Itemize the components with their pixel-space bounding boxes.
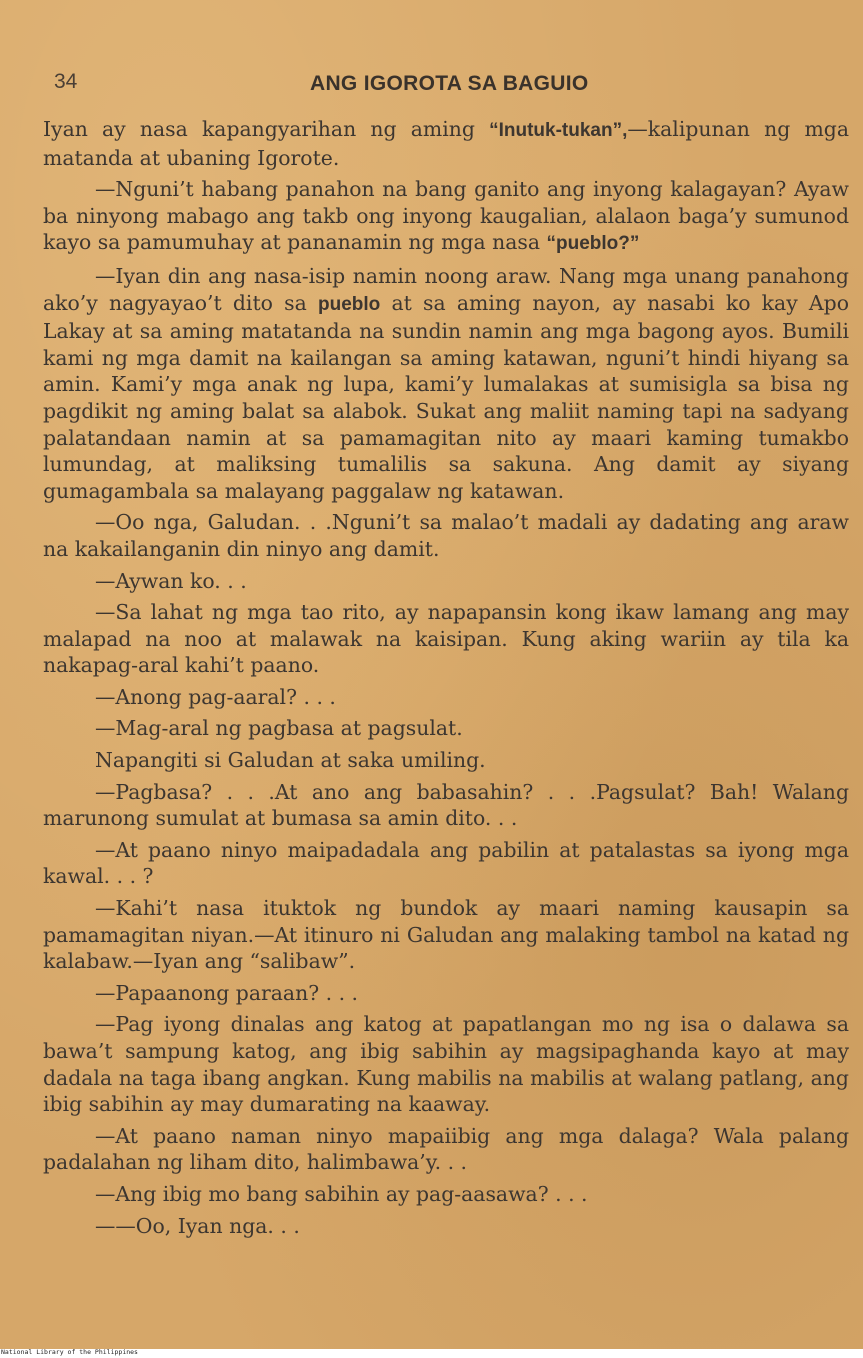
body-text [43,116,849,1244]
text-run: at sa aming nayon, ay nasabi ko kay Apo Lakay at sa aming matatanda na sundin namin ang mga bagong ayos. Bumili kami ng mga damit na kailangan sa aming katawan, nguni’t hindi hiyang sa amin. Kami’y mga anak ng lupa, kami’y lumalakas at sumisigla sa bisa ng pagdikit ng aming balat sa alabok. Sukat ang maliit naming tapi na sadyang palatandaan namin at sa pamamagitan nito ay maari kaming tumakbo lumundag, at maliksing tumalilis sa sakuna. Ang damit ay siyang gumagambala sa malayang paggalaw ng katawan. [43,290,849,503]
paragraph [43,747,849,774]
paragraph [43,837,849,890]
text-run: —At paano naman ninyo mapaiibig ang mga dalaga? Wala palang padalahan ng liham dito, halimbawa’y. . . [43,1123,849,1175]
paragraph [43,1213,849,1240]
text-run: —At paano ninyo maipadadala ang pabilin at patalastas sa iyong mga kawal. . . ? [43,837,849,889]
text-run: —Anong pag-aaral? . . . [95,684,336,709]
paragraph [43,1123,849,1176]
text-run: Iyan ay nasa kapangyarihan ng aming [43,117,490,141]
paragraph [43,116,849,171]
library-credit: National Library of the Philippines [1,1348,138,1356]
text-run: —Nguni’t habang panahon na bang ganito ang inyong kalagayan? Ayaw ba ninyong mabago ang takb ong inyong kaugalian, alalaon baga’y sumunod kayo sa pamumuhay at pananamin ng mga nasa [43,177,849,255]
paragraph [43,980,849,1007]
paragraph [43,1181,849,1208]
text-run: —Iyan din ang nasa-isip namin noong araw. Nang mga unang panahong ako’y nagyayao’t dito sa [43,263,849,315]
paragraph [43,684,849,711]
page-number: 34 [54,70,78,93]
footer [0,1349,863,1358]
bold-term: “pueblo?” [546,233,640,255]
text-run: —Pagbasa? . . .At ano ang babasahin? . . .Pagsulat? Bah! Walang marunong sumulat at bumasa sa amin dito. . . [43,779,849,831]
bold-term: “Inutuk-tukan”, [489,120,628,141]
bold-term: pueblo [317,293,381,315]
page-header [54,68,839,104]
paragraph [43,895,849,975]
text-run: —Mag-aral ng pagbasa at pagsulat. [95,716,463,741]
paragraph [43,715,849,742]
paragraph [43,176,849,258]
text-run: —Pag iyong dinalas ang katog at papatlangan mo ng isa o dalawa sa bawa’t sampung katog, ang ibig sabihin ay magsipaghanda kayo at may dadala na taga ibang angkan. Kung mabilis na mabilis at walang patlang, ang ibig sabihin ay may dumarating na kaaway. [43,1012,849,1117]
paragraph [43,599,849,679]
text-run: ——Oo, Iyan nga. . . [95,1213,300,1238]
text-run: —Papaanong paraan? . . . [95,980,359,1005]
text-run: —Aywan ko. . . [95,568,247,593]
paragraph [43,1011,849,1117]
paragraph [43,263,849,504]
paragraph [43,568,849,595]
text-run: —Sa lahat ng mga tao rito, ay napapansin kong ikaw lamang ang may malapad na noo at malawak na kaisipan. Kung aking wariin ay tila ka nakapag-aral kahi’t paano. [43,600,849,678]
running-title: ANG IGOROTA SA BAGUIO [310,72,589,95]
text-run: Napangiti si Galudan at saka umiling. [95,748,486,773]
text-run: —Oo nga, Galudan. . .Nguni’t sa malao’t madali ay dadating ang araw na kakailanganin din ninyo ang damit. [43,510,849,561]
paragraph [43,509,849,562]
text-run: —Ang ibig mo bang sabihin ay pag-aasawa? . . . [95,1181,588,1206]
text-run: —Kahi’t nasa ituktok ng bundok ay maari naming kausapin sa pamamagitan niyan.—At itinuro ni Galudan ang malaking tambol na katad ng kalabaw.—Iyan ang “salibaw”. [43,896,849,974]
text-run: —kalipunan ng mga matanda at ubaning Igorote. [43,117,850,170]
paragraph [43,779,849,832]
